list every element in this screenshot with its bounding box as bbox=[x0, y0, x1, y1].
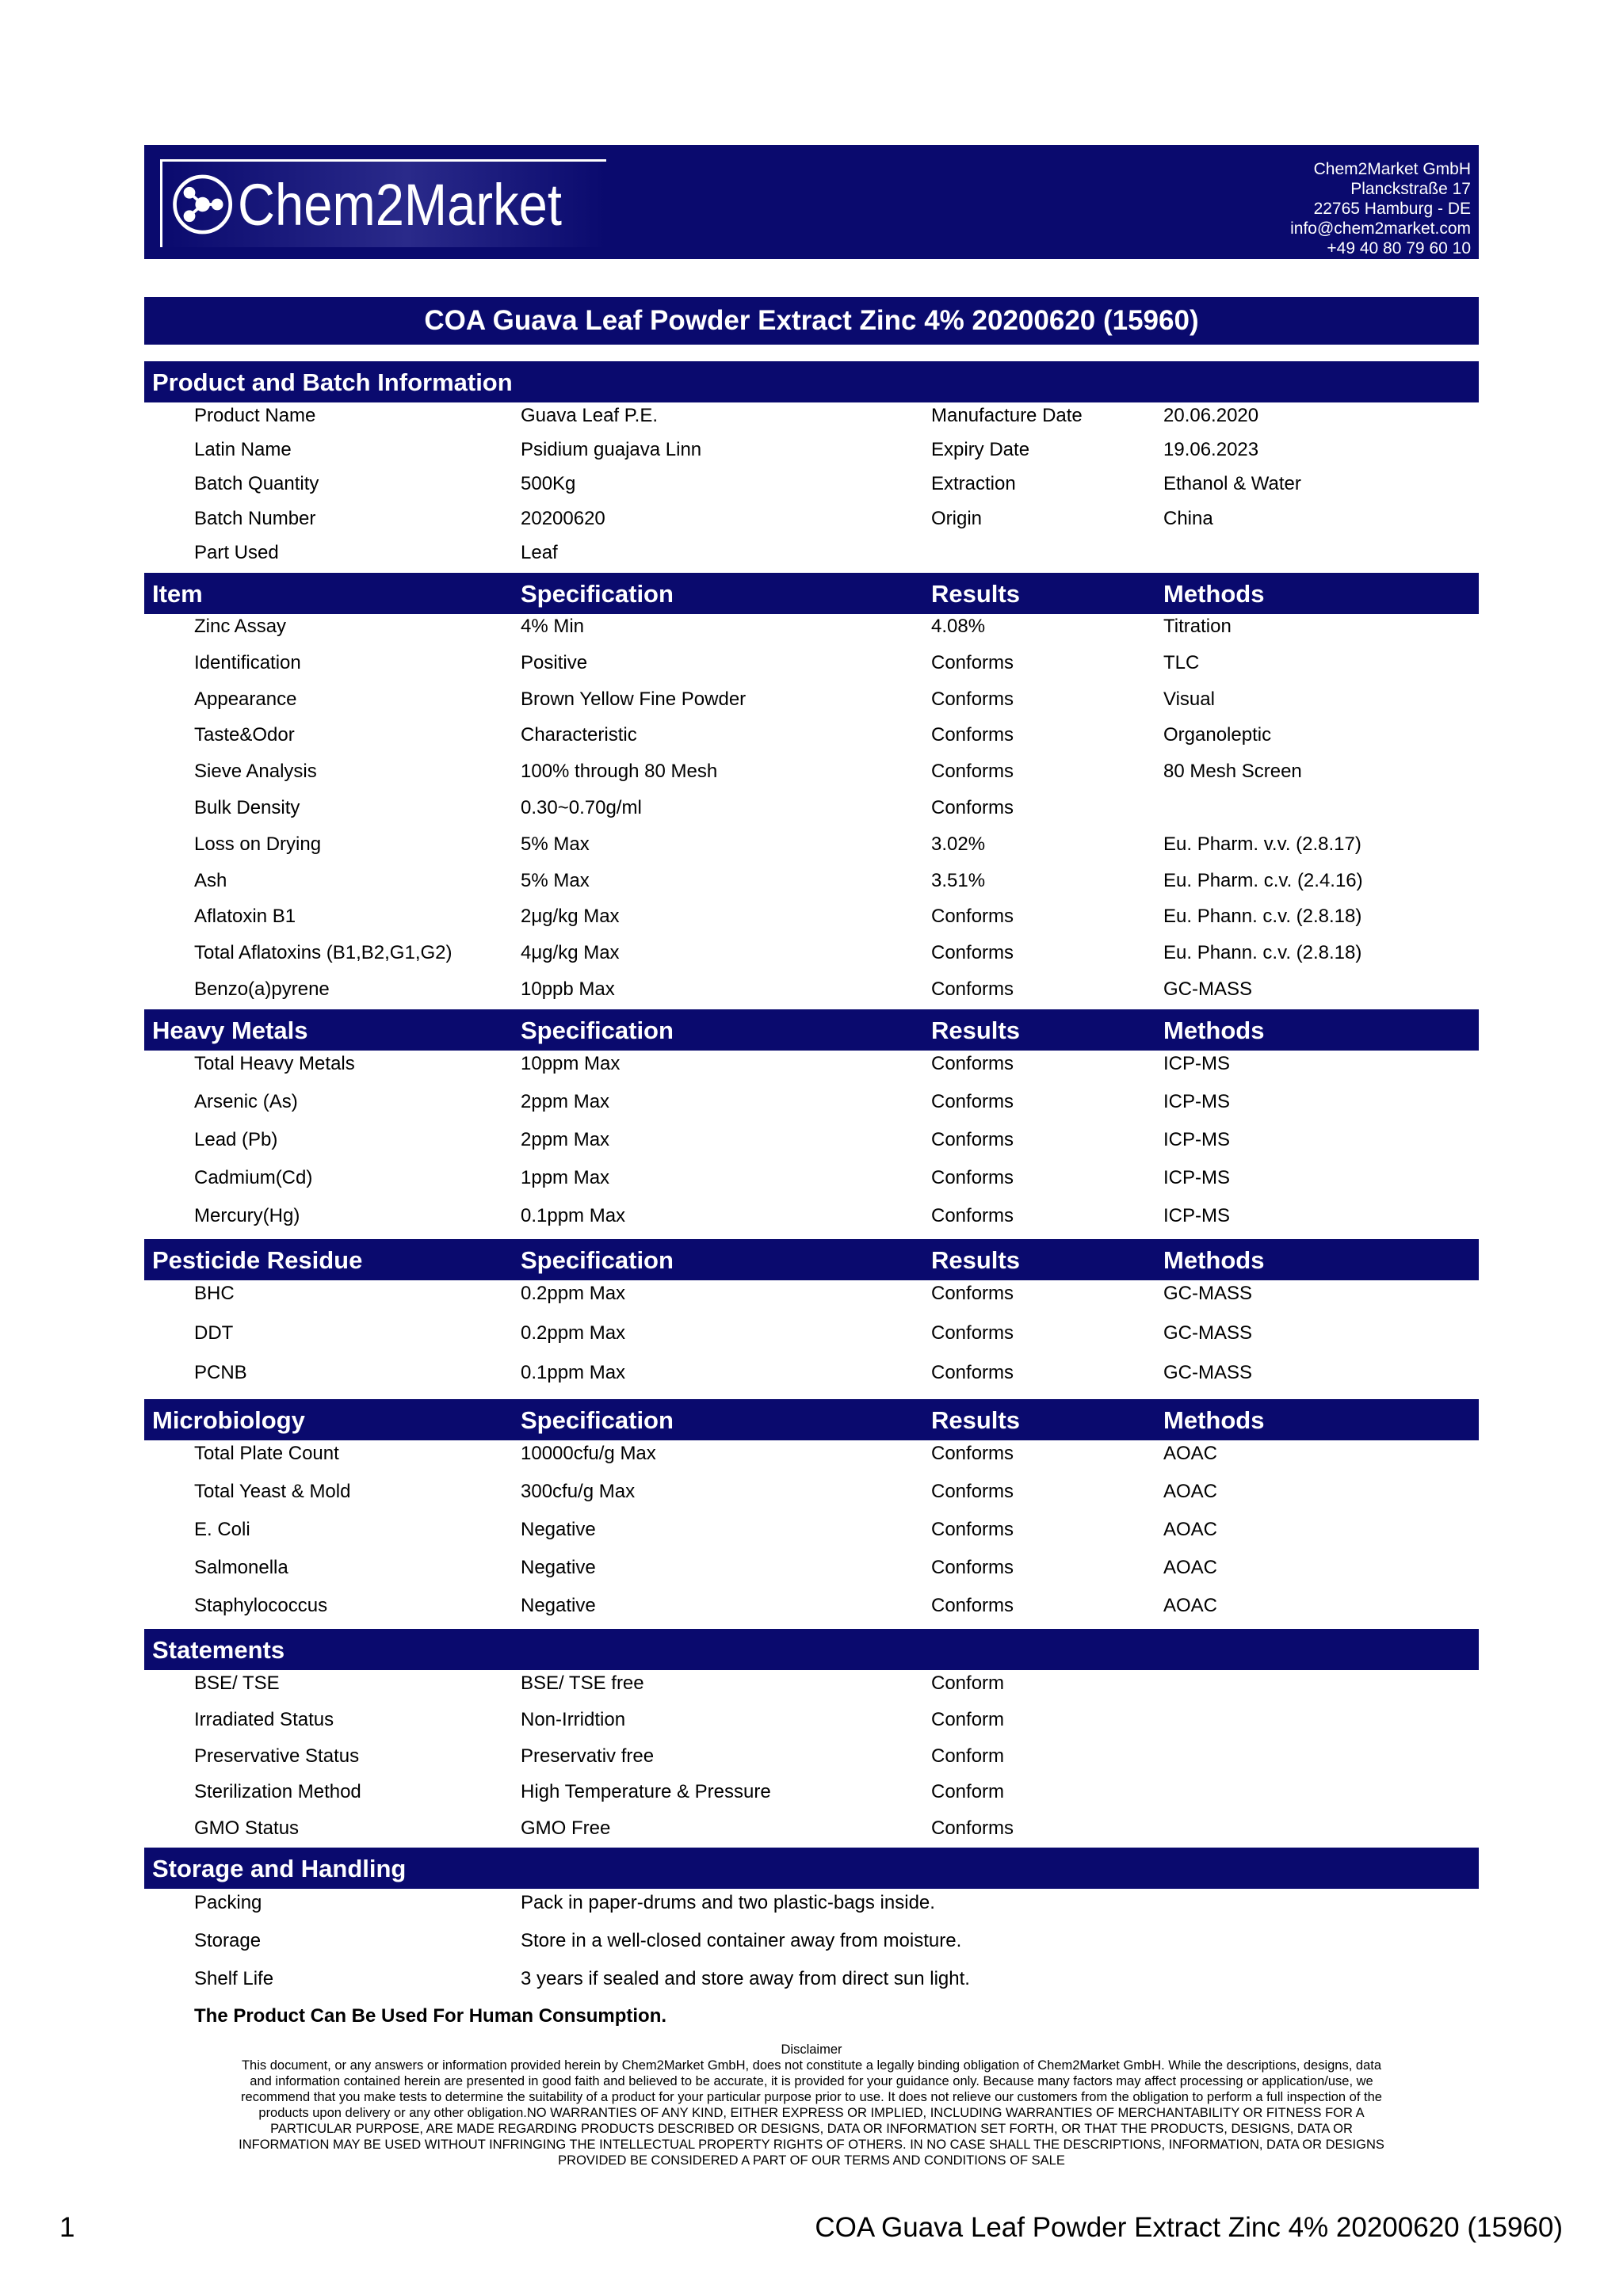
table-cell: Negative bbox=[521, 1519, 596, 1540]
table-cell: 4.08% bbox=[931, 616, 986, 637]
table-cell: 0.1ppm Max bbox=[521, 1362, 626, 1383]
letterhead-banner bbox=[144, 145, 1479, 259]
table-cell: 10ppm Max bbox=[521, 1053, 621, 1074]
table-cell: ICP-MS bbox=[1163, 1091, 1230, 1112]
table-cell: Conforms bbox=[931, 1557, 1014, 1578]
table-cell: Conforms bbox=[931, 1481, 1014, 1502]
table-cell: Organoleptic bbox=[1163, 724, 1272, 746]
table-cell: Characteristic bbox=[521, 724, 637, 746]
table-cell: Leaf bbox=[521, 541, 558, 563]
table-cell: Loss on Drying bbox=[194, 833, 322, 855]
table-cell: Total Aflatoxins (B1,B2,G1,G2) bbox=[194, 942, 453, 964]
table-cell: Extraction bbox=[931, 473, 1016, 495]
table-cell: Batch Number bbox=[194, 507, 316, 529]
table-cell: Staphylococcus bbox=[194, 1595, 328, 1616]
table-cell: Non-Irridtion bbox=[521, 1708, 626, 1730]
table-cell: AOAC bbox=[1163, 1519, 1218, 1540]
table-cell: Conforms bbox=[931, 906, 1014, 928]
table-cell: Bulk Density bbox=[194, 797, 300, 818]
table-cell: 500Kg bbox=[521, 473, 576, 495]
table-cell: AOAC bbox=[1163, 1481, 1218, 1502]
table-cell: Origin bbox=[931, 507, 983, 529]
table-cell: AOAC bbox=[1163, 1443, 1218, 1464]
company-phone: +49 40 80 79 60 10 bbox=[1327, 239, 1471, 257]
table-cell: 4% Min bbox=[521, 616, 585, 637]
company-address bbox=[1290, 159, 1471, 258]
table-cell: 4μg/kg Max bbox=[521, 942, 620, 964]
table-cell: Conform bbox=[931, 1745, 1005, 1767]
microbiology-header bbox=[144, 1399, 1479, 1440]
table-cell: Expiry Date bbox=[931, 439, 1030, 461]
pesticide-residue-header bbox=[144, 1239, 1479, 1280]
table-cell: Part Used bbox=[194, 541, 279, 563]
footer-title: COA Guava Leaf Powder Extract Zinc 4% 20200620 (15960) bbox=[815, 2212, 1563, 2243]
table-cell: Conforms bbox=[931, 688, 1014, 710]
table-cell: 10000cfu/g Max bbox=[521, 1443, 656, 1464]
table-cell: 2μg/kg Max bbox=[521, 906, 620, 928]
disclaimer-line: and information contained herein are presented in good faith and believed to be accurate, it is provided for your guidance only. Because many factors may affect processing or application/use, we bbox=[250, 2074, 1373, 2088]
column-header-results: Results bbox=[931, 1406, 1020, 1434]
table-cell: Taste&Odor bbox=[194, 724, 295, 746]
table-cell: Conform bbox=[931, 1708, 1005, 1730]
table-cell: Mercury(Hg) bbox=[194, 1205, 300, 1226]
table-cell: Eu. Pharm. v.v. (2.8.17) bbox=[1163, 833, 1361, 855]
table-cell: Conforms bbox=[931, 1443, 1014, 1464]
table-cell: AOAC bbox=[1163, 1595, 1218, 1616]
table-cell: Conforms bbox=[931, 1362, 1014, 1383]
disclaimer-line: recommend that you make tests to determine the suitability of a product for your particular purpose prior to use. It does not relieve our customers from the obligation to perform a full inspection of the bbox=[241, 2090, 1382, 2104]
table-cell: 100% through 80 Mesh bbox=[521, 761, 718, 783]
disclaimer-line: INFORMATION MAY BE USED WITHOUT INFRINGING THE INTELLECTUAL PROPERTY RIGHTS OF OTHERS. IN NO CASE SHALL THE DESCRIPTIONS, INFORMATION, DATA OR DESIGNS bbox=[239, 2138, 1384, 2152]
document-title: COA Guava Leaf Powder Extract Zinc 4% 20200620 (15960) bbox=[144, 297, 1479, 345]
column-header-specification: Specification bbox=[521, 580, 674, 608]
table-cell: Preservativ free bbox=[521, 1745, 655, 1767]
table-cell: Manufacture Date bbox=[931, 405, 1083, 426]
disclaimer-heading: Disclaimer bbox=[781, 2042, 842, 2057]
table-cell: Conforms bbox=[931, 1053, 1014, 1074]
table-cell: Appearance bbox=[194, 688, 297, 710]
table-cell: ICP-MS bbox=[1163, 1053, 1230, 1074]
disclaimer-line: This document, or any answers or information provided herein by Chem2Market GmbH, does not constitute a legally binding obligation of Chem2Market GmbH. While the descriptions, designs, data bbox=[241, 2058, 1382, 2073]
human-consumption-note: The Product Can Be Used For Human Consumption. bbox=[194, 2005, 667, 2027]
table-cell: Aflatoxin B1 bbox=[194, 906, 296, 928]
table-cell: Conforms bbox=[931, 797, 1014, 818]
table-cell: Zinc Assay bbox=[194, 616, 287, 637]
table-cell: GC-MASS bbox=[1163, 1362, 1253, 1383]
table-cell: Sieve Analysis bbox=[194, 761, 317, 783]
table-cell: 20200620 bbox=[521, 507, 605, 529]
section-title: Product and Batch Information bbox=[152, 368, 513, 396]
table-cell: 2ppm Max bbox=[521, 1091, 610, 1112]
disclaimer-line: products upon delivery or any other obligation.NO WARRANTIES OF ANY KIND, EITHER EXPRESS OR IMPLIED, INCLUDING WARRANTIES OF MERCHANTABILITY OR FITNESS FOR A bbox=[258, 2106, 1365, 2120]
table-cell: Product Name bbox=[194, 405, 316, 426]
statements-heading bbox=[144, 1629, 1479, 1670]
table-cell: Arsenic (As) bbox=[194, 1091, 298, 1112]
column-header-methods: Methods bbox=[1163, 1406, 1265, 1434]
table-cell: Conforms bbox=[931, 1205, 1014, 1226]
table-cell: Ash bbox=[194, 869, 227, 891]
table-cell: ICP-MS bbox=[1163, 1167, 1230, 1188]
company-email: info@chem2market.com bbox=[1290, 219, 1471, 238]
table-cell: 2ppm Max bbox=[521, 1129, 610, 1150]
table-cell: Storage bbox=[194, 1930, 262, 1951]
table-cell: Cadmium(Cd) bbox=[194, 1167, 313, 1188]
column-header-methods: Methods bbox=[1163, 1246, 1265, 1274]
heavy-metals-header bbox=[144, 1009, 1479, 1051]
table-cell: Eu. Phann. c.v. (2.8.18) bbox=[1163, 906, 1362, 928]
table-cell: Conforms bbox=[931, 1519, 1014, 1540]
table-cell: 80 Mesh Screen bbox=[1163, 761, 1302, 783]
disclaimer-line: PROVIDED BE CONSIDERED A PART OF OUR TERMS AND CONDITIONS OF SALE bbox=[558, 2153, 1065, 2168]
table-cell: Psidium guajava Linn bbox=[521, 439, 702, 461]
table-cell: AOAC bbox=[1163, 1557, 1218, 1578]
table-cell: 300cfu/g Max bbox=[521, 1481, 636, 1502]
column-header-results: Results bbox=[931, 1016, 1020, 1044]
table-cell: Positive bbox=[521, 651, 588, 673]
table-cell: GC-MASS bbox=[1163, 1322, 1253, 1344]
section-title: Statements bbox=[152, 1636, 285, 1664]
table-cell: Preservative Status bbox=[194, 1745, 360, 1767]
column-header-item: Item bbox=[152, 580, 203, 608]
table-cell: 0.2ppm Max bbox=[521, 1283, 626, 1304]
column-header-results: Results bbox=[931, 1246, 1020, 1274]
table-cell: China bbox=[1163, 507, 1213, 529]
table-cell: ICP-MS bbox=[1163, 1129, 1230, 1150]
column-header-microbiology: Microbiology bbox=[152, 1406, 305, 1434]
disclaimer bbox=[144, 2042, 1479, 2168]
table-cell: 3 years if sealed and store away from direct sun light. bbox=[521, 1968, 970, 1989]
column-header-methods: Methods bbox=[1163, 580, 1265, 608]
disclaimer-line: PARTICULAR PURPOSE, ARE MADE REGARDING PRODUCTS DESCRIBED OR DESIGNS, DATA OR INFORMATION SET FORTH, OR THAT THE PRODUCTS, DESIGNS, DATA OR bbox=[270, 2122, 1353, 2136]
table-cell: Benzo(a)pyrene bbox=[194, 978, 330, 1000]
column-header-results: Results bbox=[931, 580, 1020, 608]
table-cell: Latin Name bbox=[194, 439, 292, 461]
column-header-methods: Methods bbox=[1163, 1016, 1265, 1044]
item-table-header bbox=[144, 573, 1479, 614]
table-cell: Negative bbox=[521, 1557, 596, 1578]
table-cell: Sterilization Method bbox=[194, 1781, 361, 1803]
table-cell: Guava Leaf P.E. bbox=[521, 405, 659, 426]
page-number: 1 bbox=[59, 2212, 75, 2243]
table-cell: Conforms bbox=[931, 1129, 1014, 1150]
company-street: Planckstraße 17 bbox=[1350, 180, 1471, 198]
table-cell: TLC bbox=[1163, 651, 1200, 673]
company-city: 22765 Hamburg - DE bbox=[1313, 200, 1471, 218]
table-cell: 5% Max bbox=[521, 869, 590, 891]
logo-wordmark: Chem2Market bbox=[238, 171, 563, 238]
table-cell: Shelf Life bbox=[194, 1968, 274, 1989]
table-cell: Lead (Pb) bbox=[194, 1129, 278, 1150]
table-cell: Conforms bbox=[931, 651, 1014, 673]
table-cell: Conforms bbox=[931, 1595, 1014, 1616]
table-cell: 0.1ppm Max bbox=[521, 1205, 626, 1226]
table-cell: 1ppm Max bbox=[521, 1167, 610, 1188]
table-cell: BHC bbox=[194, 1283, 235, 1304]
product-info-heading bbox=[144, 361, 1479, 402]
column-header-heavy-metals: Heavy Metals bbox=[152, 1016, 308, 1044]
table-cell: GMO Status bbox=[194, 1817, 300, 1840]
table-cell: Conforms bbox=[931, 1817, 1014, 1840]
table-cell: Conforms bbox=[931, 942, 1014, 964]
table-cell: 3.02% bbox=[931, 833, 986, 855]
table-cell: GC-MASS bbox=[1163, 978, 1253, 1000]
table-cell: Conforms bbox=[931, 978, 1014, 1000]
table-cell: BSE/ TSE free bbox=[521, 1672, 644, 1694]
table-cell: High Temperature & Pressure bbox=[521, 1781, 771, 1803]
table-cell: DDT bbox=[194, 1322, 234, 1344]
table-cell: 5% Max bbox=[521, 833, 590, 855]
table-cell: PCNB bbox=[194, 1362, 247, 1383]
table-cell: Visual bbox=[1163, 688, 1215, 710]
molecule-logo-icon bbox=[170, 170, 235, 239]
table-cell: Titration bbox=[1163, 616, 1232, 637]
company-logo bbox=[160, 159, 606, 247]
table-cell: 20.06.2020 bbox=[1163, 405, 1259, 426]
table-cell: BSE/ TSE bbox=[194, 1672, 280, 1694]
table-cell: 19.06.2023 bbox=[1163, 439, 1259, 461]
table-cell: E. Coli bbox=[194, 1519, 250, 1540]
table-cell: Total Heavy Metals bbox=[194, 1053, 355, 1074]
table-cell: 3.51% bbox=[931, 869, 986, 891]
table-cell: 0.2ppm Max bbox=[521, 1322, 626, 1344]
table-cell: Negative bbox=[521, 1595, 596, 1616]
table-cell: Eu. Pharm. c.v. (2.4.16) bbox=[1163, 869, 1363, 891]
table-cell: Eu. Phann. c.v. (2.8.18) bbox=[1163, 942, 1362, 964]
table-cell: ICP-MS bbox=[1163, 1205, 1230, 1226]
table-cell: Pack in paper-drums and two plastic-bags inside. bbox=[521, 1892, 935, 1913]
column-header-specification: Specification bbox=[521, 1016, 674, 1044]
table-cell: Packing bbox=[194, 1892, 262, 1913]
table-cell: Batch Quantity bbox=[194, 473, 319, 495]
column-header-specification: Specification bbox=[521, 1246, 674, 1274]
table-cell: Conforms bbox=[931, 1283, 1014, 1304]
table-cell: Conforms bbox=[931, 1167, 1014, 1188]
section-title: Storage and Handling bbox=[152, 1855, 407, 1882]
table-cell: GC-MASS bbox=[1163, 1283, 1253, 1304]
table-cell: Conform bbox=[931, 1672, 1005, 1694]
table-cell: Conforms bbox=[931, 724, 1014, 746]
table-cell: Brown Yellow Fine Powder bbox=[521, 688, 747, 710]
table-cell: Ethanol & Water bbox=[1163, 473, 1301, 495]
table-cell: Conforms bbox=[931, 761, 1014, 783]
table-cell: 10ppb Max bbox=[521, 978, 615, 1000]
table-cell: Conform bbox=[931, 1781, 1005, 1803]
column-header-pesticide-residue: Pesticide Residue bbox=[152, 1246, 363, 1274]
table-cell: Conforms bbox=[931, 1091, 1014, 1112]
table-cell: Irradiated Status bbox=[194, 1708, 334, 1730]
table-cell: Store in a well-closed container away from moisture. bbox=[521, 1930, 962, 1951]
company-name: Chem2Market GmbH bbox=[1313, 160, 1471, 178]
table-cell: Identification bbox=[194, 651, 301, 673]
table-cell: GMO Free bbox=[521, 1817, 611, 1840]
column-header-specification: Specification bbox=[521, 1406, 674, 1434]
table-cell: Conforms bbox=[931, 1322, 1014, 1344]
table-cell: Salmonella bbox=[194, 1557, 288, 1578]
table-cell: Total Yeast & Mold bbox=[194, 1481, 351, 1502]
storage-heading bbox=[144, 1848, 1479, 1889]
table-cell: 0.30~0.70g/ml bbox=[521, 797, 642, 818]
table-cell: Total Plate Count bbox=[194, 1443, 339, 1464]
